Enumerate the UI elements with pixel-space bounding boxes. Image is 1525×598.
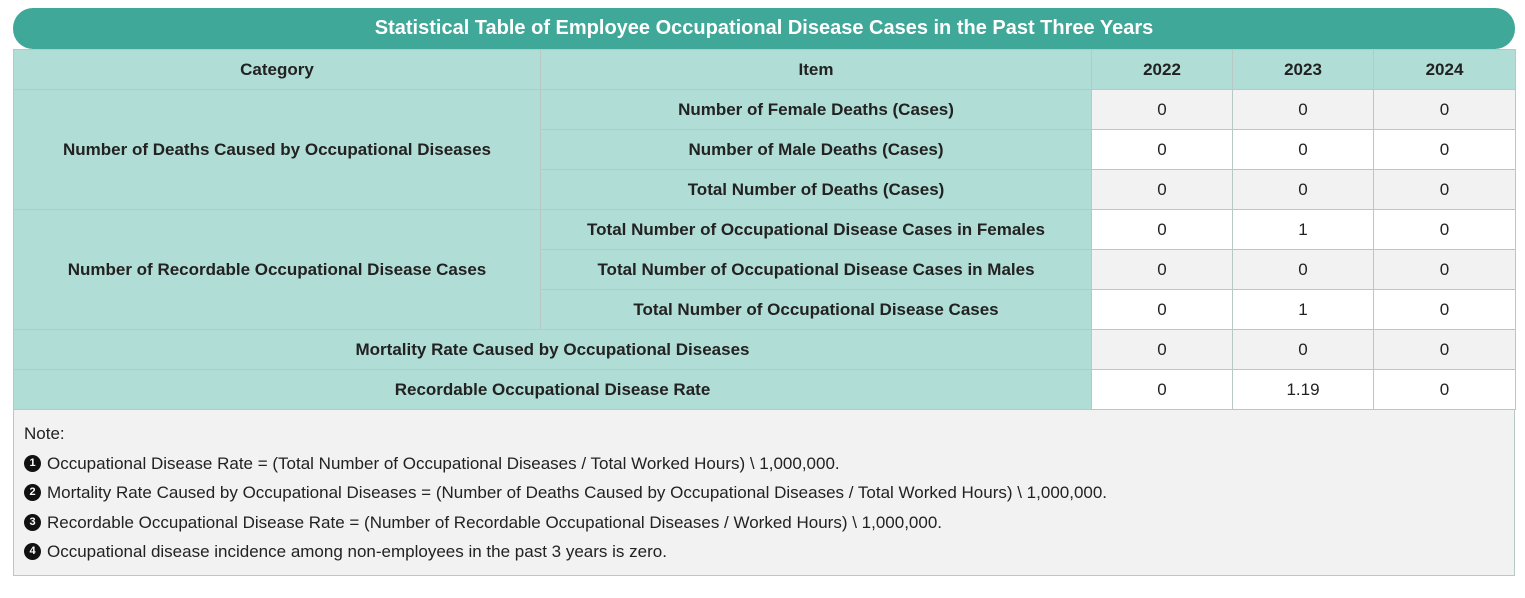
table-row xyxy=(14,370,1516,410)
item-label: Number of Female Deaths (Cases) xyxy=(541,90,1092,130)
category-deaths: Number of Deaths Caused by Occupational Diseases xyxy=(14,90,541,210)
note-item xyxy=(24,478,1504,508)
value-cell: 0 xyxy=(1374,210,1516,250)
value-cell: 0 xyxy=(1233,130,1374,170)
table-container xyxy=(13,8,1515,576)
item-label: Total Number of Deaths (Cases) xyxy=(541,170,1092,210)
table-row xyxy=(14,210,1516,250)
value-cell: 0 xyxy=(1092,210,1233,250)
value-cell: 0 xyxy=(1374,90,1516,130)
note-item xyxy=(24,508,1504,538)
value-cell: 0 xyxy=(1092,250,1233,290)
note-text: Mortality Rate Caused by Occupational Diseases = (Number of Deaths Caused by Occupational Diseases / Total Worked Hours) \ 1,000,000. xyxy=(47,483,1108,502)
table-row xyxy=(14,90,1516,130)
table-row xyxy=(14,330,1516,370)
table-title: Statistical Table of Employee Occupational Disease Cases in the Past Three Years xyxy=(13,8,1515,49)
value-cell: 0 xyxy=(1092,130,1233,170)
item-label: Total Number of Occupational Disease Cases in Males xyxy=(541,250,1092,290)
value-cell: 0 xyxy=(1374,250,1516,290)
rate-label-mortality: Mortality Rate Caused by Occupational Diseases xyxy=(14,330,1092,370)
number-3-icon: 3 xyxy=(24,514,41,531)
rate-label-recordable: Recordable Occupational Disease Rate xyxy=(14,370,1092,410)
value-cell: 0 xyxy=(1092,290,1233,330)
value-cell: 0 xyxy=(1092,330,1233,370)
value-cell: 0 xyxy=(1374,290,1516,330)
value-cell: 0 xyxy=(1092,370,1233,410)
value-cell: 0 xyxy=(1374,370,1516,410)
value-cell: 0 xyxy=(1374,170,1516,210)
header-year-2023: 2023 xyxy=(1233,50,1374,90)
header-item: Item xyxy=(541,50,1092,90)
item-label: Number of Male Deaths (Cases) xyxy=(541,130,1092,170)
notes-section xyxy=(13,410,1515,576)
number-1-icon: 1 xyxy=(24,455,41,472)
note-text: Occupational Disease Rate = (Total Number of Occupational Diseases / Total Worked Hours) \ 1,000,000. xyxy=(47,453,840,473)
notes-heading: Note: xyxy=(24,424,65,443)
item-label: Total Number of Occupational Disease Cases in Females xyxy=(541,210,1092,250)
note-item xyxy=(24,537,1504,567)
value-cell: 1 xyxy=(1233,210,1374,250)
value-cell: 0 xyxy=(1092,90,1233,130)
value-cell: 0 xyxy=(1233,250,1374,290)
value-cell: 0 xyxy=(1092,170,1233,210)
number-2-icon: 2 xyxy=(24,484,41,501)
note-text: Recordable Occupational Disease Rate = (Number of Recordable Occupational Diseases / Worked Hours) \ 1,000,000. xyxy=(47,512,943,532)
value-cell: 0 xyxy=(1374,330,1516,370)
value-cell: 1 xyxy=(1233,290,1374,330)
value-cell: 0 xyxy=(1233,90,1374,130)
category-recordable: Number of Recordable Occupational Disease Cases xyxy=(14,210,541,330)
stats-table xyxy=(13,49,1516,410)
header-category: Category xyxy=(14,50,541,90)
header-year-2024: 2024 xyxy=(1374,50,1516,90)
note-text: Occupational disease incidence among non-employees in the past 3 years is zero. xyxy=(47,542,667,561)
value-cell: 1.19 xyxy=(1233,370,1374,410)
header-row xyxy=(14,50,1516,90)
number-4-icon: 4 xyxy=(24,543,41,560)
item-label: Total Number of Occupational Disease Cases xyxy=(541,290,1092,330)
value-cell: 0 xyxy=(1233,170,1374,210)
header-year-2022: 2022 xyxy=(1092,50,1233,90)
note-item xyxy=(24,449,1504,479)
value-cell: 0 xyxy=(1233,330,1374,370)
value-cell: 0 xyxy=(1374,130,1516,170)
